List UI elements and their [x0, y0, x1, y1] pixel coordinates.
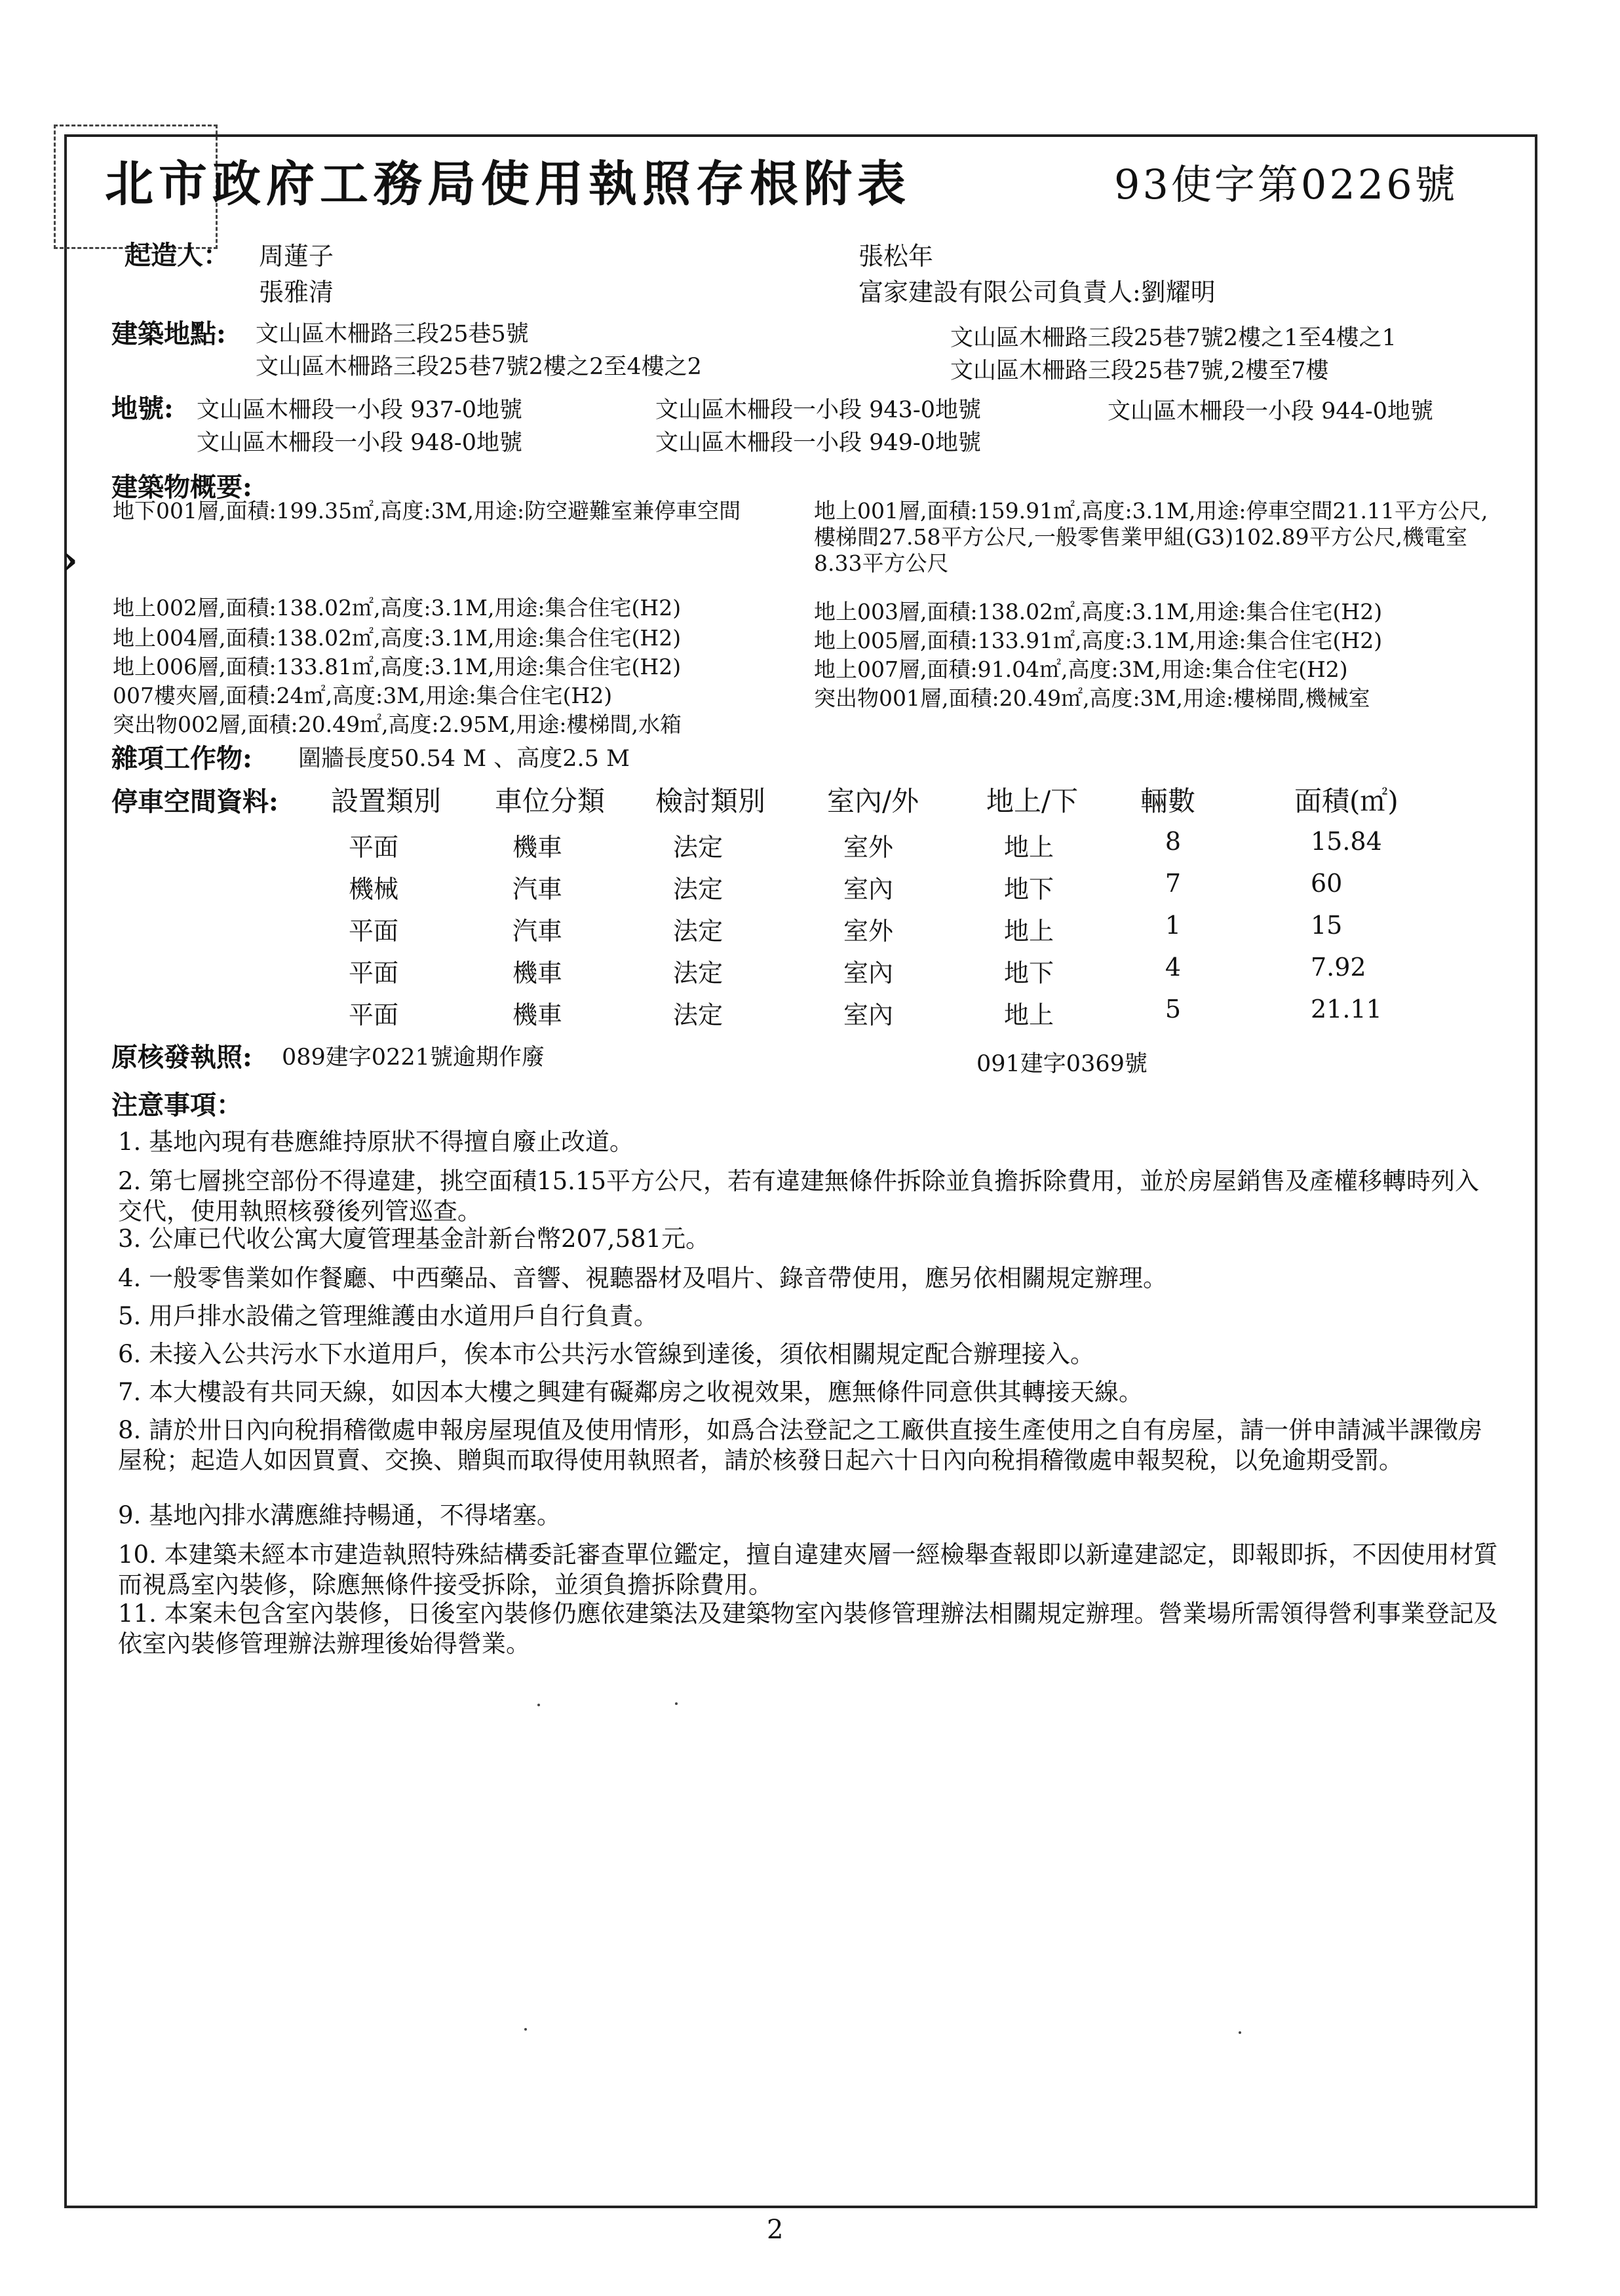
lot-number: 文山區木柵段一小段 948-0地號 [197, 430, 523, 456]
rooftop-2: 突出物002層,面積:20.49㎡,高度:2.95M,用途:樓梯間,水箱 [113, 712, 682, 737]
applicant-name: 張雅清 [259, 278, 334, 307]
lot-number: 文山區木柵段一小段 943-0地號 [655, 397, 982, 423]
parking-cell: 4 [1165, 953, 1182, 982]
parking-cell: 1 [1165, 911, 1182, 940]
note-item: 6. 未接入公共污水下水道用戶，俟本市公共污水管線到達後，須依相關規定配合辦理接入。 [118, 1340, 1095, 1368]
parking-cell: 15 [1311, 911, 1343, 940]
parking-cell: 汽車 [512, 917, 562, 946]
parking-cell: 機車 [512, 833, 562, 862]
note-item: 10. 本建築未經本市建造執照特殊結構委託審查單位鑑定，擅自違建夾層一經檢舉查報即以新違建認定，即報即拆，不因使用材質而視爲室內裝修，除應無條件接受拆除，並須負擔拆除費用。 [118, 1540, 1498, 1599]
floor-2: 地上002層,面積:138.02㎡,高度:3.1M,用途:集合住宅(H2) [113, 595, 682, 621]
parking-cell: 60 [1311, 869, 1343, 898]
site-address: 文山區木柵路三段25巷7號,2樓至7樓 [950, 358, 1329, 384]
parking-cell: 平面 [348, 833, 398, 862]
parking-cell: 法定 [672, 959, 723, 987]
scan-speck [675, 1702, 678, 1705]
floor-5: 地上005層,面積:133.91㎡,高度:3.1M,用途:集合住宅(H2) [814, 628, 1383, 653]
lot-label: 地號: [111, 393, 174, 424]
permit-number: 93使字第0226號 [1114, 161, 1458, 208]
parking-header: 設置類別 [331, 785, 442, 817]
parking-header: 面積(㎡) [1294, 785, 1398, 817]
parking-cell: 室內 [843, 1001, 893, 1029]
floor-7: 地上007層,面積:91.04㎡,高度:3M,用途:集合住宅(H2) [814, 657, 1348, 682]
floor-basement-1: 地下001層,面積:199.35㎡,高度:3M,用途:防空避難室兼停車空間 [113, 498, 741, 524]
scan-speck [524, 2028, 527, 2031]
applicant-label: 起造人： [125, 240, 229, 271]
note-item: 8. 請於卅日內向稅捐稽徵處申報房屋現值及使用情形，如爲合法登記之工廠供直接生產使用之自有房屋，請一併申請減半課徵房屋稅；起造人如因買賣、交換、贈與而取得使用執照者，請於核發日起六十日內向稅捐稽徵處申報契稅，以免逾期受罰。 [118, 1416, 1483, 1474]
parking-cell: 8 [1165, 827, 1182, 856]
note-item: 2. 第七層挑空部份不得違建，挑空面積15.15平方公尺，若有違建無條件拆除並負擔拆除費用，並於房屋銷售及產權移轉時列入交代，使用執照核發後列管巡查。 [118, 1167, 1479, 1225]
parking-cell: 汽車 [512, 875, 562, 904]
site-address: 文山區木柵路三段25巷5號 [256, 321, 529, 347]
parking-header: 車位分類 [495, 785, 606, 817]
parking-cell: 7 [1165, 869, 1182, 898]
parking-cell: 5 [1165, 995, 1182, 1024]
site-label: 建築地點: [111, 318, 226, 349]
parking-cell: 機械 [348, 875, 398, 904]
parking-cell: 地下 [1003, 875, 1054, 904]
parking-cell: 法定 [672, 833, 723, 862]
note-item: 9. 基地內排水溝應維持暢通，不得堵塞。 [118, 1501, 562, 1529]
parking-header: 檢討類別 [655, 785, 766, 817]
note-item: 5. 用戶排水設備之管理維護由水道用戶自行負責。 [118, 1302, 659, 1330]
parking-cell: 平面 [348, 917, 398, 946]
parking-cell: 室內 [843, 959, 893, 987]
scan-speck [537, 1704, 540, 1706]
applicant-name: 周蓮子 [259, 242, 334, 271]
floor-6: 地上006層,面積:133.81㎡,高度:3.1M,用途:集合住宅(H2) [113, 654, 682, 679]
floor-1: 地上001層,面積:159.91㎡,高度:3.1M,用途:停車空間21.11平方公尺,樓梯間27.58平方公尺,一般零售業甲組(G3)102.89平方公尺,機電室8.33平方公尺 [814, 498, 1488, 576]
notes-label: 注意事項： [111, 1090, 242, 1120]
site-address: 文山區木柵路三段25巷7號2樓之2至4樓之2 [256, 354, 702, 380]
document-title: 北市政府工務局使用執照存根附表 [105, 156, 911, 212]
parking-cell: 21.11 [1311, 995, 1382, 1024]
parking-cell: 機車 [512, 959, 562, 987]
lot-number: 文山區木柵段一小段 949-0地號 [655, 430, 982, 456]
parking-cell: 地上 [1003, 1001, 1054, 1029]
lot-number: 文山區木柵段一小段 937-0地號 [197, 397, 523, 423]
rooftop-1: 突出物001層,面積:20.49㎡,高度:3M,用途:樓梯間,機械室 [814, 685, 1370, 711]
parking-cell: 機車 [512, 1001, 562, 1029]
applicant-name: 富家建設有限公司負責人:劉耀明 [858, 278, 1216, 307]
parking-cell: 地上 [1003, 917, 1054, 946]
original-permit-label: 原核發執照: [111, 1042, 252, 1073]
original-permit-value: 091建字0369號 [976, 1051, 1148, 1077]
parking-header: 室內/外 [827, 785, 919, 817]
lot-number: 文山區木柵段一小段 944-0地號 [1108, 398, 1434, 425]
note-item: 4. 一般零售業如作餐廳、中西藥品、音響、視聽器材及唱片、錄音帶使用，應另依相關規定辦理。 [118, 1264, 1168, 1292]
parking-cell: 法定 [672, 875, 723, 904]
floor-7-mezzanine: 007樓夾層,面積:24㎡,高度:3M,用途:集合住宅(H2) [113, 683, 613, 708]
note-item: 3. 公庫已代收公寓大廈管理基金計新台幣207,581元。 [118, 1225, 710, 1253]
parking-cell: 平面 [348, 959, 398, 987]
scan-speck [1239, 2031, 1241, 2034]
applicant-name: 張松年 [858, 242, 934, 271]
margin-arrow-mark: › [62, 537, 78, 583]
misc-works-value: 圍牆長度50.54 M 、高度2.5 M [298, 746, 630, 772]
note-item: 11. 本案未包含室內裝修，日後室內裝修仍應依建築法及建築物室內裝修管理辦法相關規定辦理。營業場所需領得營利事業登記及依室內裝修管理辦法辦理後始得營業。 [118, 1599, 1498, 1658]
misc-works-label: 雜項工作物: [111, 743, 252, 774]
parking-header: 地上/下 [986, 785, 1079, 817]
floor-4: 地上004層,面積:138.02㎡,高度:3.1M,用途:集合住宅(H2) [113, 625, 682, 651]
parking-label: 停車空間資料: [111, 786, 279, 817]
note-item: 7. 本大樓設有共同天線，如因本大樓之興建有礙鄰房之收視效果，應無條件同意供其轉接天線。 [118, 1378, 1144, 1406]
parking-cell: 平面 [348, 1001, 398, 1029]
parking-cell: 7.92 [1311, 953, 1366, 982]
original-permit-value: 089建字0221號逾期作廢 [282, 1044, 545, 1071]
parking-cell: 室內 [843, 875, 893, 904]
parking-cell: 室外 [843, 917, 893, 946]
parking-cell: 法定 [672, 1001, 723, 1029]
overview-label: 建築物概要: [111, 472, 252, 503]
note-item: 1. 基地內現有巷應維持原狀不得擅自廢止改道。 [118, 1128, 634, 1156]
parking-cell: 地下 [1003, 959, 1054, 987]
floor-3: 地上003層,面積:138.02㎡,高度:3.1M,用途:集合住宅(H2) [814, 599, 1383, 624]
page-number: 2 [767, 2215, 784, 2245]
parking-cell: 地上 [1003, 833, 1054, 862]
parking-cell: 15.84 [1311, 827, 1382, 856]
parking-cell: 法定 [672, 917, 723, 946]
site-address: 文山區木柵路三段25巷7號2樓之1至4樓之1 [950, 325, 1397, 351]
parking-cell: 室外 [843, 833, 893, 862]
parking-header: 輛數 [1140, 785, 1196, 817]
